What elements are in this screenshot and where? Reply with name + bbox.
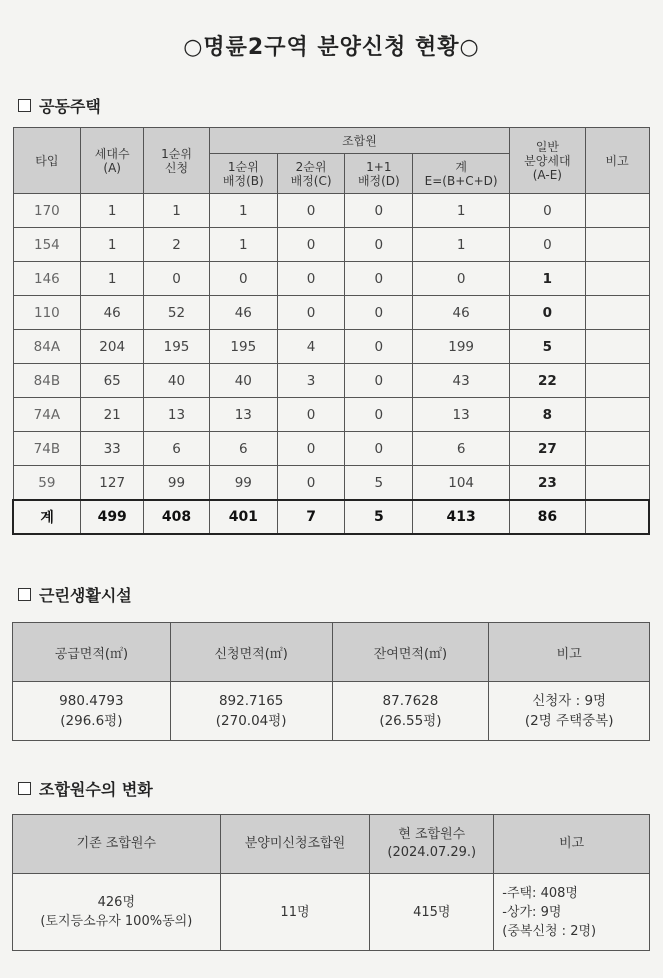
member-header: 비고 bbox=[494, 815, 650, 874]
header-b: 1순위 배정(B) bbox=[209, 154, 277, 194]
table-cell: 0 bbox=[345, 194, 413, 228]
header-first-apply: 1순위 신청 bbox=[144, 128, 210, 194]
table-cell: 0 bbox=[510, 228, 586, 262]
member-cell: 11명 bbox=[220, 874, 370, 951]
section-heading-members bbox=[18, 777, 153, 800]
table-cell: 1 bbox=[144, 194, 210, 228]
section-heading-label: 공동주택 bbox=[39, 97, 101, 116]
table-cell bbox=[585, 194, 649, 228]
header-type: 타입 bbox=[13, 128, 81, 194]
table-cell: 22 bbox=[510, 364, 586, 398]
table-cell bbox=[585, 500, 649, 534]
table-cell: 2 bbox=[144, 228, 210, 262]
facility-header: 비고 bbox=[489, 623, 650, 682]
housing-table-body bbox=[13, 194, 649, 535]
member-header: 기존 조합원수 bbox=[13, 815, 221, 874]
header-note: 비고 bbox=[585, 128, 649, 194]
table-cell: 0 bbox=[345, 432, 413, 466]
type-cell: 110 bbox=[13, 296, 81, 330]
member-cell: 426명 (토지등소유자 100%동의) bbox=[13, 874, 221, 951]
table-row bbox=[13, 398, 649, 432]
section-heading-housing bbox=[18, 94, 101, 117]
header-e: 계 E=(B+C+D) bbox=[413, 154, 510, 194]
facility-header: 공급면적(㎡) bbox=[13, 623, 171, 682]
table-row bbox=[13, 228, 649, 262]
type-cell: 74B bbox=[13, 432, 81, 466]
table-row bbox=[13, 466, 649, 501]
table-cell: 0 bbox=[144, 262, 210, 296]
table-cell bbox=[585, 466, 649, 501]
header-general: 일반 분양세대 (A-E) bbox=[510, 128, 586, 194]
table-row bbox=[13, 296, 649, 330]
table-cell: 0 bbox=[277, 228, 345, 262]
member-cell: 415명 bbox=[370, 874, 494, 951]
table-cell: 0 bbox=[345, 296, 413, 330]
type-cell: 154 bbox=[13, 228, 81, 262]
table-cell: 40 bbox=[209, 364, 277, 398]
table-row bbox=[13, 432, 649, 466]
table-cell: 104 bbox=[413, 466, 510, 501]
table-cell: 401 bbox=[209, 500, 277, 534]
table-cell: 8 bbox=[510, 398, 586, 432]
table-cell: 13 bbox=[209, 398, 277, 432]
table-cell bbox=[585, 262, 649, 296]
section-heading-label: 근린생활시설 bbox=[39, 586, 132, 605]
table-cell: 0 bbox=[345, 228, 413, 262]
table-cell bbox=[585, 228, 649, 262]
table-cell: 0 bbox=[277, 432, 345, 466]
table-cell: 6 bbox=[413, 432, 510, 466]
table-cell: 499 bbox=[81, 500, 144, 534]
table-cell: 195 bbox=[144, 330, 210, 364]
type-cell: 84B bbox=[13, 364, 81, 398]
facility-cell: 892.7165 (270.04평) bbox=[170, 682, 332, 741]
table-cell: 6 bbox=[209, 432, 277, 466]
table-cell: 4 bbox=[277, 330, 345, 364]
table-cell bbox=[585, 330, 649, 364]
facility-table bbox=[12, 622, 650, 741]
table-cell: 413 bbox=[413, 500, 510, 534]
table-cell: 99 bbox=[209, 466, 277, 501]
table-cell: 1 bbox=[413, 228, 510, 262]
checkbox-square-icon bbox=[18, 588, 31, 601]
table-cell: 99 bbox=[144, 466, 210, 501]
table-cell bbox=[585, 364, 649, 398]
table-cell: 1 bbox=[413, 194, 510, 228]
table-cell: 5 bbox=[345, 466, 413, 501]
table-cell: 33 bbox=[81, 432, 144, 466]
table-cell: 0 bbox=[413, 262, 510, 296]
checkbox-square-icon bbox=[18, 782, 31, 795]
table-cell: 0 bbox=[277, 262, 345, 296]
member-table bbox=[12, 814, 650, 951]
facility-cell: 신청자 : 9명 (2명 주택중복) bbox=[489, 682, 650, 741]
header-d: 1+1 배정(D) bbox=[345, 154, 413, 194]
page-title: ○명륜2구역 분양신청 현황○ bbox=[183, 35, 480, 60]
table-cell: 46 bbox=[413, 296, 510, 330]
table-cell bbox=[585, 296, 649, 330]
type-cell: 146 bbox=[13, 262, 81, 296]
table-cell: 1 bbox=[510, 262, 586, 296]
table-cell: 3 bbox=[277, 364, 345, 398]
member-header: 분양미신청조합원 bbox=[220, 815, 370, 874]
table-row bbox=[13, 194, 649, 228]
table-cell: 127 bbox=[81, 466, 144, 501]
table-cell: 46 bbox=[81, 296, 144, 330]
type-cell: 59 bbox=[13, 466, 81, 501]
table-cell: 1 bbox=[81, 262, 144, 296]
facility-header: 신청면적(㎡) bbox=[170, 623, 332, 682]
header-union-group: 조합원 bbox=[209, 128, 509, 154]
type-cell: 84A bbox=[13, 330, 81, 364]
table-cell: 52 bbox=[144, 296, 210, 330]
checkbox-square-icon bbox=[18, 99, 31, 112]
table-cell: 0 bbox=[510, 194, 586, 228]
table-cell: 1 bbox=[209, 228, 277, 262]
table-cell: 1 bbox=[81, 228, 144, 262]
table-row-total bbox=[13, 500, 649, 534]
table-cell: 0 bbox=[277, 398, 345, 432]
table-cell: 27 bbox=[510, 432, 586, 466]
type-cell: 74A bbox=[13, 398, 81, 432]
table-cell: 23 bbox=[510, 466, 586, 501]
member-cell: -주택: 408명 -상가: 9명 (중복신청 : 2명) bbox=[494, 874, 650, 951]
table-cell: 1 bbox=[209, 194, 277, 228]
table-cell: 65 bbox=[81, 364, 144, 398]
table-cell: 0 bbox=[510, 296, 586, 330]
table-row bbox=[13, 262, 649, 296]
table-cell: 계 bbox=[13, 500, 81, 534]
type-cell: 170 bbox=[13, 194, 81, 228]
table-cell: 1 bbox=[81, 194, 144, 228]
header-households: 세대수 (A) bbox=[81, 128, 144, 194]
table-cell: 199 bbox=[413, 330, 510, 364]
table-cell: 0 bbox=[209, 262, 277, 296]
table-cell: 204 bbox=[81, 330, 144, 364]
section-heading-facilities bbox=[18, 583, 132, 606]
facility-cell: 87.7628 (26.55평) bbox=[332, 682, 489, 741]
table-cell: 5 bbox=[510, 330, 586, 364]
table-cell: 6 bbox=[144, 432, 210, 466]
table-cell: 0 bbox=[277, 296, 345, 330]
table-cell: 21 bbox=[81, 398, 144, 432]
table-cell: 43 bbox=[413, 364, 510, 398]
housing-table bbox=[12, 127, 650, 535]
facility-cell: 980.4793 (296.6평) bbox=[13, 682, 171, 741]
table-row bbox=[13, 364, 649, 398]
table-cell: 0 bbox=[345, 330, 413, 364]
section-heading-label: 조합원수의 변화 bbox=[39, 780, 153, 799]
table-cell: 7 bbox=[277, 500, 345, 534]
table-cell: 0 bbox=[345, 262, 413, 296]
table-cell: 408 bbox=[144, 500, 210, 534]
table-row bbox=[13, 330, 649, 364]
table-cell: 195 bbox=[209, 330, 277, 364]
table-cell bbox=[585, 398, 649, 432]
table-cell bbox=[585, 432, 649, 466]
table-cell: 0 bbox=[345, 364, 413, 398]
table-cell: 40 bbox=[144, 364, 210, 398]
table-cell: 13 bbox=[413, 398, 510, 432]
facility-header: 잔여면적(㎡) bbox=[332, 623, 489, 682]
table-cell: 0 bbox=[277, 466, 345, 501]
table-cell: 86 bbox=[510, 500, 586, 534]
member-header: 현 조합원수 (2024.07.29.) bbox=[370, 815, 494, 874]
table-cell: 0 bbox=[277, 194, 345, 228]
table-cell: 5 bbox=[345, 500, 413, 534]
table-cell: 46 bbox=[209, 296, 277, 330]
table-cell: 0 bbox=[345, 398, 413, 432]
header-c: 2순위 배정(C) bbox=[277, 154, 345, 194]
table-cell: 13 bbox=[144, 398, 210, 432]
